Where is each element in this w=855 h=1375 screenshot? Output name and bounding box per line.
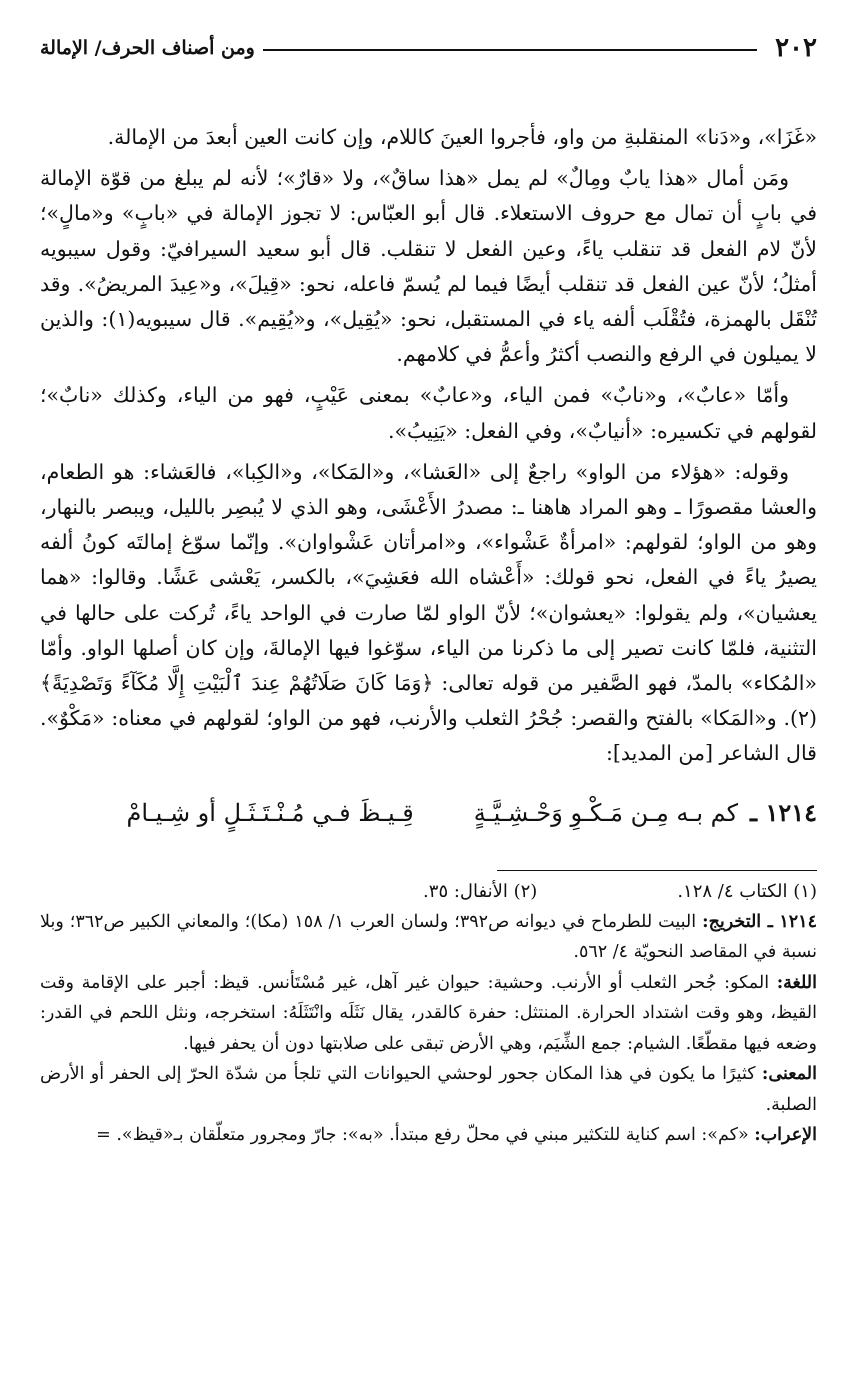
- note-text: البيت للطرماح في ديوانه ص٣٩٢؛ ولسان العرب ١/ ١٥٨ (مكا)؛ والمعاني الكبير ص٣٦٢؛ وبلا نسبة في المقاصد النحويّة ٤/ ٥٦٢.: [40, 911, 817, 963]
- footnote-separator: [497, 870, 817, 871]
- note-text: كثيرًا ما يكون في هذا المكان جحور لوحشي الحيوانات التي تلجأ من شدّة الحرّ إلى الحفر أو الأرض الصلبة.: [40, 1064, 817, 1115]
- verse-second-hemistich: قِـيـظَ فـي مُـنْـتَـثَـلٍ أو شِـيـامْ: [126, 798, 414, 827]
- note-label: الإعراب:: [754, 1125, 817, 1146]
- note-label: المعنى:: [761, 1064, 817, 1085]
- paragraph: ومَن أمال «هذا يابٌ ومِالٌ» لم يمل «هذا ساقٌ»، ولا «قارٌ»؛ لأنه لم يبلغ من قوّة الإمالة في بابٍ أن تمال مع حروف الاستعلاء. قال أبو العبّاس: لا تجوز الإمالة في «بابٍ» و«مالٍ»؛ لأنّ لام الفعل قد تنقلب ياءً، وعين الفعل لا تنقلب. قال أبو سعيد السيرافيّ: وقول سيبويه أمثلُ؛ لأنّ عين الفعل قد تنقلب أيضًا فيما لم يُسمّ فاعله، نحو: «قِيلَ»، و«عِيدَ المريضُ». وقد تُنْقَل بالهمزة، فتُقْلَب ألفه ياء في المستقبل، نحو: «يُقِيل»، و«يُقِيم». قال سيبويه(١): والذين لا يميلون في الرفع والنصب أكثرُ وأعمُّ في كلامهم.: [40, 166, 817, 367]
- main-text: [40, 120, 817, 842]
- running-header: [40, 28, 817, 68]
- header-rule: [263, 49, 757, 51]
- paragraph: وقوله: «هؤلاء من الواو» راجعٌ إلى «العَشا»، و«المَكا»، و«الكِبا»، فالعَشاء: هو الطعام، والعشا مقصورًا ـ وهو المراد هاهنا ـ: مصدرُ الأَعْشَى، وهو الذي لا يُبصِر بالليل، ويبصر بالنهار، وهو من الواو؛ لقولهم: «امرأةٌ عَشْواء»، و«امرأتان عَشْواوان». وإنّما سوّغ إمالتَه كونُ ألفه يصيرُ ياءً في الفعل، نحو قولك: «أَعْشاه الله فعَشِيَ»، بالكسر، يَعْشى عَشًا. وقالوا: «هما يعشيان»، ولم يقولوا: «يعشوان»؛ لأنّ الواو لمّا صارت في الواحد ياءً، تُركت على حالها في التثنية، فلمّا كانت تصير إلى ما ذكرنا من الياء، سوّغوا فيها الإمالةَ، وإن كان أصلها الواو. وأمّا «المُكاء» بالمدّ، فهو الصَّفير من قوله تعالى: ﴿وَمَا كَانَ صَلَاتُهُمْ عِندَ ٱلْبَيْتِ إِلَّا مُكَآءً وَتَصْدِيَةً﴾(٢). و«المَكا» بالفتح والقصر: جُحْرُ الثعلب والأرنب، فهو من الواو؛ لقولهم في معناه: «مَكْوٌ». قال الشاعر [من المديد]:: [40, 459, 817, 766]
- footnote: (٢) الأنفال: ٣٥.: [423, 880, 538, 902]
- note-maana: [40, 1059, 817, 1120]
- verse-first-hemistich: كم بـه مِـن مَـكْـوِ وَحْـشِـيَّـةٍ: [473, 798, 739, 827]
- note-text: «كم»: اسم كناية للتكثير مبني في محلّ رفع مبتدأ. «به»: جارّ ومجرور متعلّقان بـ«قيظ». =: [96, 1125, 755, 1146]
- running-title: ومن أصناف الحرف/ الإمالة: [40, 37, 255, 59]
- note-label: ١٢١٤ ـ التخريج:: [702, 911, 817, 932]
- paragraph: وأمّا «عابٌ»، و«نابٌ» فمن الياء، و«عابٌ» بمعنى عَيْبٍ، فهو من الياء، وكذلك «نابٌ»؛ لقولهم في تكسيره: «أنيابٌ»، وفي الفعل: «يَنِيبُ».: [40, 383, 817, 443]
- verse-notes: [40, 907, 817, 1151]
- note-label: اللغة:: [776, 972, 817, 993]
- footnote: (١) الكتاب ٤/ ١٢٨.: [677, 880, 817, 902]
- note-takhrij: [40, 907, 817, 968]
- page-number: ٢٠٢: [775, 33, 817, 63]
- footnote-references: [40, 877, 817, 907]
- paragraph: «غَزَا»، و«دَنا» المنقلبةِ من واو، فأجروا العينَ كاللام، وإن كانت العين أبعدَ من الإمالة.: [107, 125, 817, 149]
- note-irab: [40, 1120, 817, 1151]
- verse-number: ١٢١٤ ـ: [750, 797, 817, 827]
- footnote-separator-wrap: [40, 842, 817, 877]
- note-lugha: [40, 968, 817, 1060]
- poetry-verse: [40, 798, 817, 842]
- note-text: المكو: جُحر الثعلب أو الأرنب. وحشية: حيوان غير آهل، غير مُسْتَأنس. قيظ: أجبر على الإقامة وقت القيظ، وهو وقت اشتداد الحرارة. المنتثل: حفرة كالقدر، يقال نَثَلَه وانْتَثَلَهُ: استخرجه، ونثل اللحم في القدر: وضعه فيها مقطّعًا. الشيام: جمع الشِّيَم، وهي الأرض تبقى على صلابتها دون أن يحفر فيها.: [40, 972, 817, 1054]
